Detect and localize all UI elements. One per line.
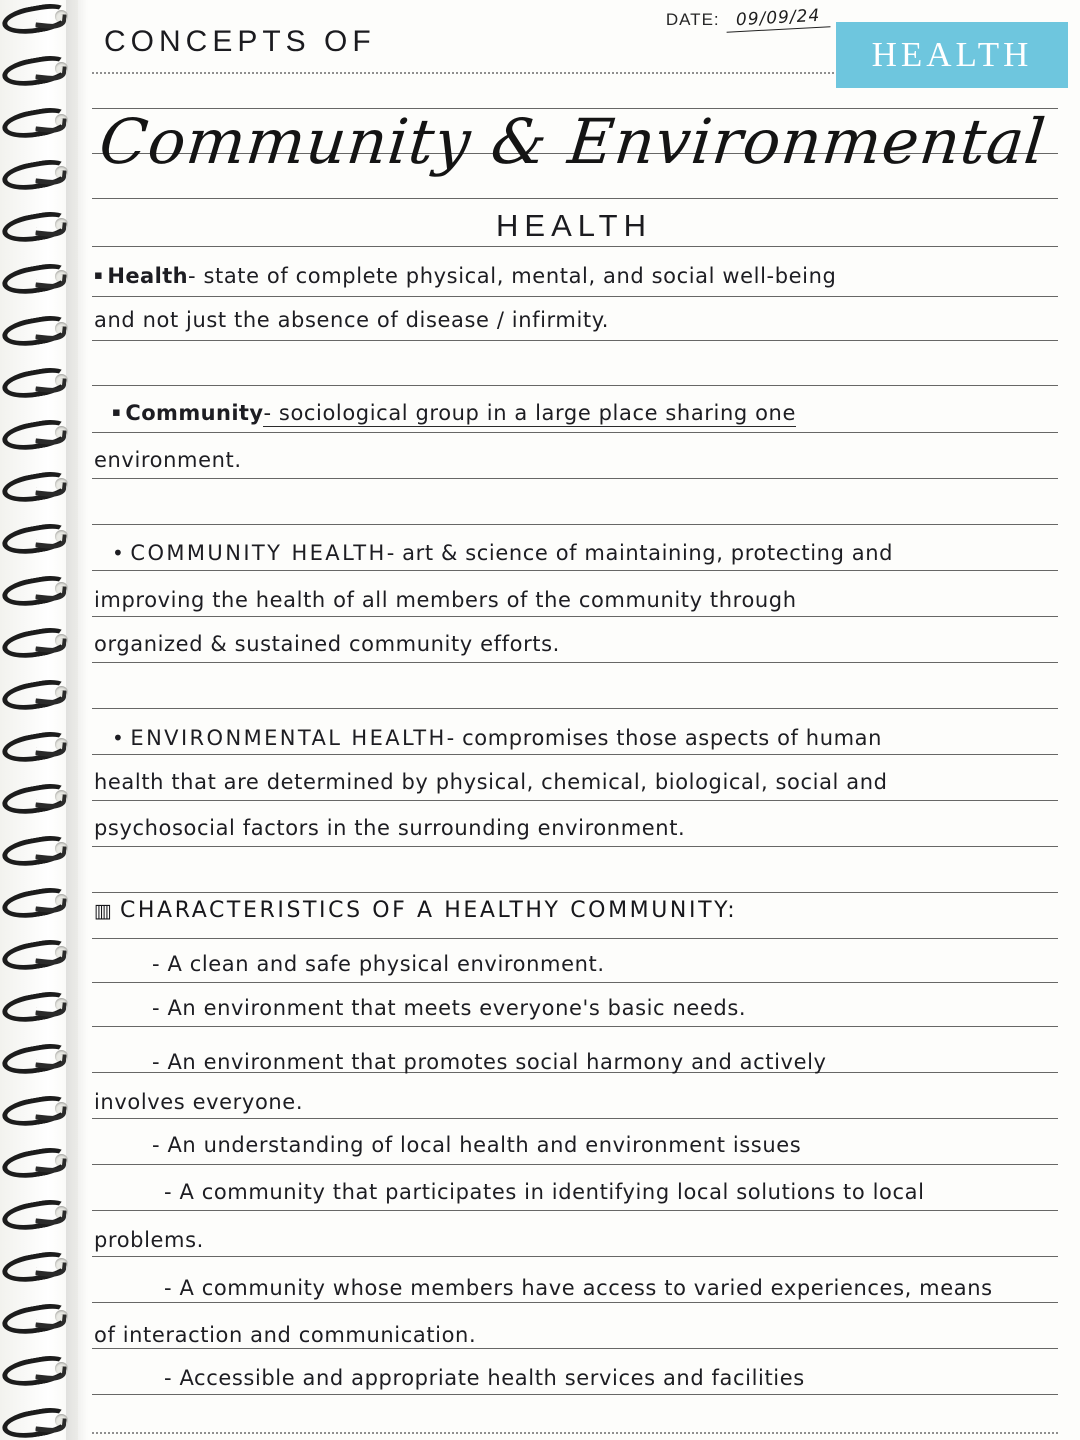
date-row <box>665 5 830 31</box>
note-line: - Accessible and appropriate health services and facilities <box>164 1366 805 1390</box>
square-bullet-icon: ▪ <box>112 405 122 420</box>
spiral-ring <box>2 1202 64 1222</box>
list-item <box>94 1135 1056 1156</box>
definition-text: - art & science of maintaining, protecting and <box>386 541 894 565</box>
spiral-ring <box>2 578 64 598</box>
spiral-ring <box>2 474 64 494</box>
note-entry-health <box>94 266 1056 287</box>
list-item <box>94 1052 1056 1073</box>
spiral-ring <box>2 890 64 910</box>
note-line: involves everyone. <box>94 1090 304 1114</box>
term-label: Community <box>125 401 264 425</box>
note-line <box>94 543 1056 564</box>
note-line: psychosocial factors in the surrounding environment. <box>94 816 686 840</box>
note-line-wrap <box>94 634 1056 655</box>
spiral-ring <box>2 786 64 806</box>
list-item <box>94 954 1056 975</box>
spiral-ring <box>2 110 64 130</box>
dot-bullet-icon: • <box>112 726 125 750</box>
list-item <box>94 998 1056 1019</box>
spiral-ring <box>2 1046 64 1066</box>
note-line <box>94 900 1056 922</box>
note-line: - An understanding of local health and environment issues <box>152 1133 802 1157</box>
date-label: DATE: <box>665 10 720 29</box>
term-label: ENVIRONMENTAL HEALTH <box>130 726 447 750</box>
subject-tab <box>836 22 1068 88</box>
spiral-ring <box>2 318 64 338</box>
spiral-ring <box>2 734 64 754</box>
spiral-ring <box>2 682 64 702</box>
spiral-ring <box>2 162 64 182</box>
term-label: Health <box>107 264 188 288</box>
spiral-ring <box>2 994 64 1014</box>
definition-text: - compromises those aspects of human <box>446 726 883 750</box>
list-item <box>94 1278 1056 1299</box>
spiral-ring <box>2 370 64 390</box>
spiral-ring <box>2 266 64 286</box>
spiral-ring <box>2 1410 64 1430</box>
spiral-ring <box>2 1254 64 1274</box>
page-title-main: Community & Environmental <box>96 105 1050 178</box>
spiral-ring <box>2 526 64 546</box>
subject-tab-label: HEALTH <box>871 35 1033 74</box>
note-line: of interaction and communication. <box>94 1323 477 1347</box>
note-entry-health-cont <box>94 310 1056 331</box>
note-line: environment. <box>94 448 242 472</box>
note-entry-community-cont <box>94 450 1056 471</box>
spiral-ring <box>2 58 64 78</box>
dot-bullet-icon: • <box>112 541 125 565</box>
note-line: - An environment that meets everyone's basic needs. <box>152 996 747 1020</box>
spiral-ring <box>2 1306 64 1326</box>
page-content <box>78 0 1080 1440</box>
spiral-ring <box>2 838 64 858</box>
note-line <box>94 403 1056 424</box>
spiral-ring <box>2 1098 64 1118</box>
definition-text: - sociological group in a large place sharing one <box>263 401 796 425</box>
note-line-wrap <box>94 772 1056 793</box>
note-line: health that are determined by physical, chemical, biological, social and <box>94 770 888 794</box>
note-line-wrap <box>94 818 1056 839</box>
list-item-cont <box>94 1230 1056 1251</box>
book-icon: ▥ <box>94 900 112 922</box>
note-line: organized & sustained community efforts. <box>94 632 560 656</box>
spiral-ring <box>2 630 64 650</box>
section-heading: CHARACTERISTICS OF A HEALTHY COMMUNITY: <box>119 898 738 923</box>
note-line: - A clean and safe physical environment. <box>152 952 605 976</box>
spiral-ring <box>2 6 64 26</box>
section-heading-row <box>94 900 1056 922</box>
note-line-wrap <box>94 590 1056 611</box>
note-entry-environmental-health <box>94 728 1056 749</box>
list-item <box>94 1182 1056 1203</box>
spiral-ring <box>2 1358 64 1378</box>
note-line: - An environment that promotes social harmony and actively <box>152 1050 827 1074</box>
square-bullet-icon: ▪ <box>94 268 104 283</box>
spiral-ring <box>2 942 64 962</box>
spiral-ring <box>2 422 64 442</box>
spiral-ring <box>2 214 64 234</box>
note-line: improving the health of all members of the community through <box>94 588 797 612</box>
note-line: - A community that participates in identifying local solutions to local <box>164 1180 925 1204</box>
definition-text: - state of complete physical, mental, and social well-being <box>188 264 837 288</box>
note-line <box>94 728 1056 749</box>
note-entry-community-health <box>94 543 1056 564</box>
list-item-cont <box>94 1092 1056 1113</box>
page-title-concepts: CONCEPTS OF <box>104 25 376 58</box>
note-line: problems. <box>94 1228 204 1252</box>
note-entry-community <box>94 403 1056 424</box>
note-line: and not just the absence of disease / infirmity. <box>94 308 610 332</box>
note-line: - A community whose members have access to varied experiences, means <box>164 1276 993 1300</box>
list-item-cont <box>94 1325 1056 1346</box>
list-item <box>94 1368 1056 1389</box>
note-line <box>94 266 1056 287</box>
spiral-ring <box>2 1150 64 1170</box>
page-title-health: HEALTH <box>496 208 653 243</box>
date-value: 09/09/24 <box>725 5 830 32</box>
term-label: COMMUNITY HEALTH <box>130 541 387 565</box>
